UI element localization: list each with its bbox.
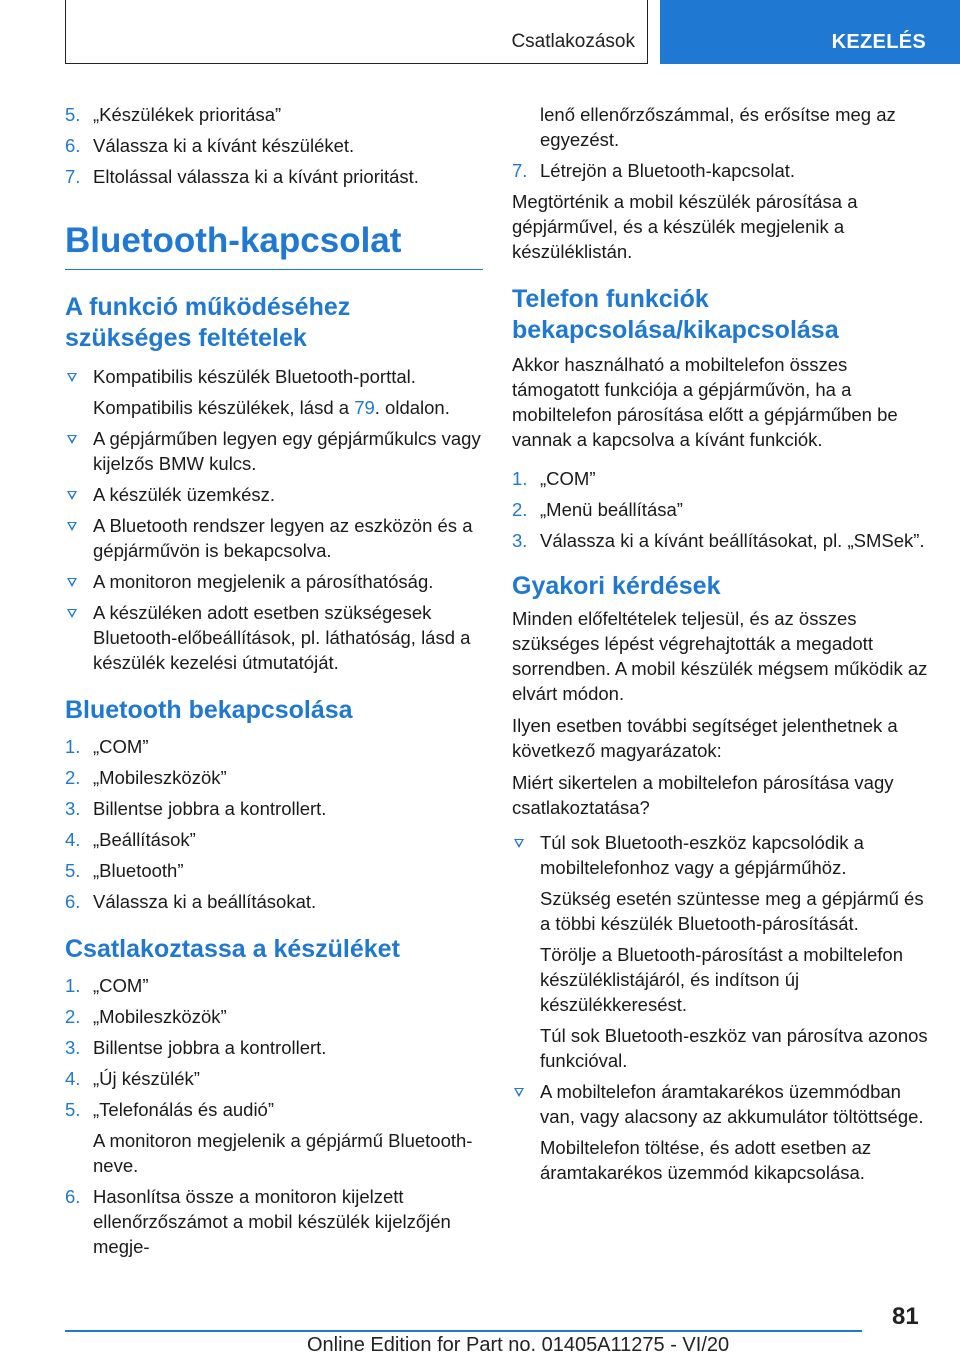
triangle-bullet-icon	[514, 1088, 524, 1097]
list-item: 3. Billentse jobbra a kontrollert.	[65, 798, 327, 819]
triangle-bullet-icon	[67, 435, 77, 444]
list-item: 1. „COM”	[512, 468, 596, 489]
list-item: 2. „Menü beállítása”	[512, 499, 683, 520]
bullet-item: A mobiltelefon áramtakarékos üzemmódban van, vagy alacsony az akkumulátor töltöttsége. Mobiltelefon töltése, és adott esetben az áramtakarékos üzemmód kikapcsolása.	[512, 1079, 932, 1185]
list-item: 5. „Készülékek prioritása”	[65, 104, 282, 125]
list-item: 7. Létrejön a Bluetooth-kapcsolat.	[512, 160, 796, 181]
bullet-item: A monitoron megjelenik a párosíthatóság.	[65, 569, 483, 594]
left-column	[65, 102, 483, 1265]
header-section-box	[65, 0, 648, 64]
pairing-paragraph: Megtörténik a mobil készülék párosítása a gépjárművel, és a készülék megjelenik a készüléklistán.	[512, 191, 858, 262]
bt-on-steps	[65, 734, 483, 914]
list-item: 1. „COM”	[65, 975, 149, 996]
list-item: 6. Válassza ki a kívánt készüléket.	[65, 135, 355, 156]
triangle-bullet-icon	[514, 839, 524, 848]
chapter-tab[interactable]	[660, 0, 960, 64]
list-item: 2. „Mobileszközök”	[65, 767, 227, 788]
triangle-bullet-icon	[67, 578, 77, 587]
bullet-item: A készüléken adott esetben szükségesek Bluetooth-előbeállítások, pl. láthatóság, lásd a készülék kezelési útmutatóját.	[65, 600, 483, 675]
bullet-item: Túl sok Bluetooth-eszköz kapcsolódik a mobiltelefonhoz vagy a gépjárműhöz. Szükség esetén szüntesse meg a gépjármű és a többi készülék Bluetooth-párosítását. Törölje a Bluetooth-párosítást a mobiltelefon készüléklistájáról, és indítson új készülékkeresést. Túl sok Bluetooth-eszköz van párosítva azonos funkcióval.	[512, 830, 932, 1073]
section-title: Csatlakozások	[511, 31, 635, 52]
phone-functions-paragraph: Akkor használható a mobiltelefon összes támogatott funkciója a gépjárművön, ha a mobiltelefon párosítása előtt a gépjárműben be vannak a kapcsolva a kívánt funkciók.	[512, 354, 898, 450]
triangle-bullet-icon	[67, 522, 77, 531]
triangle-bullet-icon	[67, 491, 77, 500]
bullet-item: A gépjárműben legyen egy gépjárműkulcs vagy kijelzős BMW kulcs.	[65, 426, 483, 476]
page-ref-link[interactable]: 79	[354, 397, 375, 418]
list-item: 7. Eltolással válassza ki a kívánt prioritást.	[65, 166, 419, 187]
chapter-tab-label: KEZELÉS	[831, 31, 926, 53]
phone-functions-heading: Telefon funkciók bekapcsolása/kikapcsolása	[512, 285, 839, 344]
connect-steps	[65, 973, 483, 1259]
faq-paragraph: Minden előfeltételek teljesül, és az összes szükséges lépést végrehajtották a megadott sorrendben. A mobil készülék mégsem működik az elvárt módon.	[512, 608, 928, 704]
faq-question: Miért sikertelen a mobiltelefon párosítása vagy csatlakoztatása?	[512, 772, 894, 818]
footer-divider	[65, 1330, 862, 1332]
list-item-continued: lenő ellenőrzőszámmal, és erősítse meg az egyezést.	[540, 104, 896, 150]
list-item: 3. Billentse jobbra a kontrollert.	[65, 1037, 327, 1058]
list-item: 2. „Mobileszközök”	[65, 1006, 227, 1027]
bullet-item: Kompatibilis készülék Bluetooth-porttal. Kompatibilis készülékek, lásd a 79. oldalon.	[65, 364, 483, 420]
phone-steps	[512, 466, 932, 553]
triangle-bullet-icon	[67, 373, 77, 382]
list-item: 6. Hasonlítsa össze a monitoron kijelzett ellenőrzőszámot a mobil készülék kijelzőjén megje-	[65, 1186, 451, 1257]
page-number: 81	[892, 1303, 919, 1330]
faq-paragraph: Ilyen esetben további segítséget jelenthetnek a következő magyarázatok:	[512, 715, 898, 761]
list-item: 1. „COM”	[65, 736, 149, 757]
list-item: 6. Válassza ki a beállításokat.	[65, 891, 317, 912]
list-item: 4. „Új készülék”	[65, 1068, 200, 1089]
list-item: 5. „Bluetooth”	[65, 860, 184, 881]
list-item: 4. „Beállítások”	[65, 829, 196, 850]
prereq-list	[65, 364, 483, 675]
bt-on-heading: Bluetooth bekapcsolása	[65, 696, 353, 724]
bullet-item: A Bluetooth rendszer legyen az eszközön és a gépjárművön is bekapcsolva.	[65, 513, 483, 563]
page-heading: Bluetooth-kapcsolat	[65, 220, 483, 270]
bullet-item: A készülék üzemkész.	[65, 482, 483, 507]
intro-steps	[65, 102, 483, 189]
list-item: 3. Válassza ki a kívánt beállításokat, pl. „SMSek”.	[512, 530, 925, 551]
triangle-bullet-icon	[67, 609, 77, 618]
faq-heading: Gyakori kérdések	[512, 572, 721, 600]
connect-heading: Csatlakoztassa a készüléket	[65, 935, 400, 963]
right-column	[512, 102, 932, 1191]
footer-edition: Online Edition for Part no. 01405A11275 - VI/20	[307, 1334, 730, 1356]
prereq-heading: A funkció működéséhez szükséges feltételek	[65, 293, 351, 352]
list-item: 5. „Telefonálás és audió” A monitoron megjelenik a gépjármű Bluetooth-neve.	[65, 1099, 473, 1176]
